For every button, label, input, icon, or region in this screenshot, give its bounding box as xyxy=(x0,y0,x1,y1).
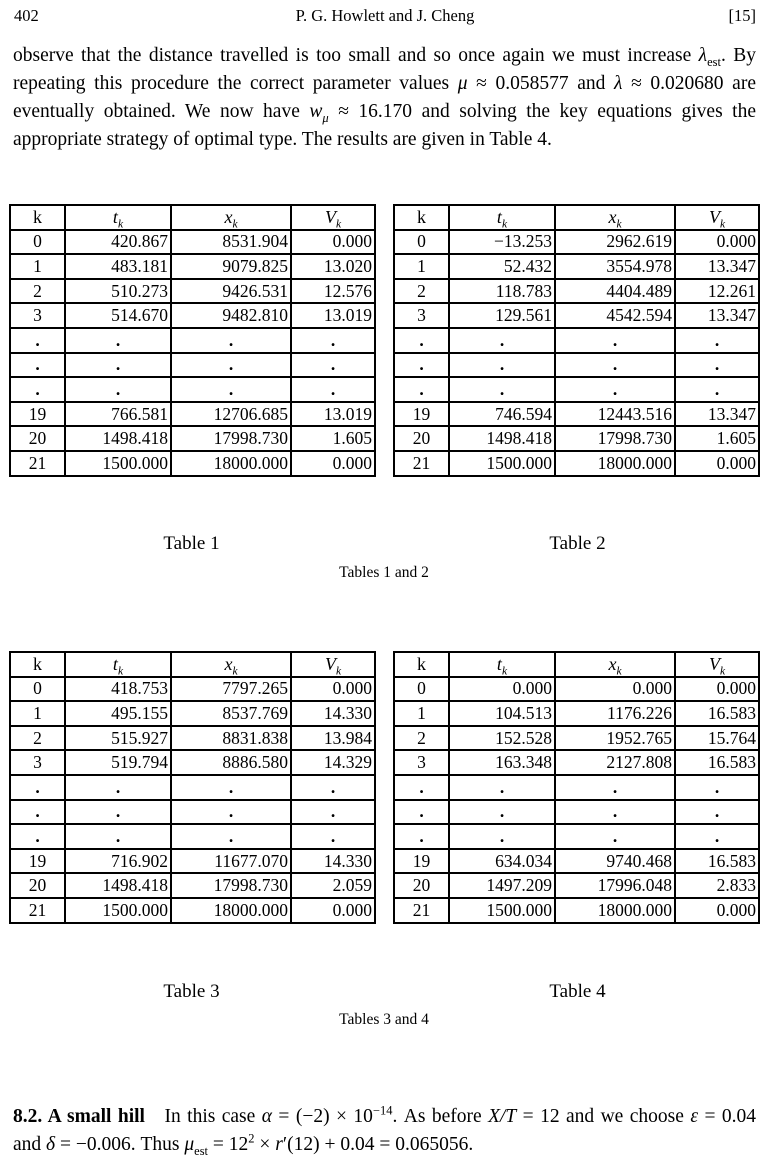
table-cell: . xyxy=(291,824,375,849)
table-row xyxy=(10,451,375,476)
column-header: $V_k$ xyxy=(291,652,375,677)
table-cell: 0.000 xyxy=(675,451,759,476)
table-header-row xyxy=(394,652,759,677)
table-cell: . xyxy=(675,328,759,353)
column-header: $t_k$ xyxy=(65,205,171,230)
table-cell: 2962.619 xyxy=(555,230,675,255)
table-cell: 418.753 xyxy=(65,677,171,702)
table-cell: 746.594 xyxy=(449,402,555,427)
column-header: $V_k$ xyxy=(675,205,759,230)
table-row xyxy=(394,800,759,825)
tables-row-top xyxy=(9,204,760,477)
table-cell: . xyxy=(10,775,65,800)
table-3-caption: Table 3 xyxy=(163,981,220,1002)
table-row xyxy=(10,701,375,726)
table-1-caption: Table 1 xyxy=(163,533,220,554)
column-header: k xyxy=(394,652,449,677)
table-cell: 1 xyxy=(10,701,65,726)
table-row xyxy=(10,377,375,402)
table-cell: . xyxy=(675,353,759,378)
table-row xyxy=(10,677,375,702)
table-row xyxy=(394,377,759,402)
column-header: $x_k$ xyxy=(171,652,291,677)
table-cell: . xyxy=(394,800,449,825)
reference-mark: [15] xyxy=(728,6,756,25)
table-cell: 21 xyxy=(394,898,449,923)
table-cell: 1498.418 xyxy=(65,873,171,898)
table-cell: . xyxy=(171,775,291,800)
table-cell: 515.927 xyxy=(65,726,171,751)
table-cell: 20 xyxy=(10,426,65,451)
table-cell: 0 xyxy=(394,230,449,255)
table-cell: . xyxy=(171,377,291,402)
table-cell: 19 xyxy=(394,849,449,874)
table-cell: 2 xyxy=(10,726,65,751)
table-cell: 17998.730 xyxy=(171,426,291,451)
table-header-row xyxy=(394,205,759,230)
table-cell: 2 xyxy=(394,726,449,751)
column-header: k xyxy=(10,205,65,230)
table-row xyxy=(10,849,375,874)
table-cell: 13.020 xyxy=(291,254,375,279)
table-cell: 12706.685 xyxy=(171,402,291,427)
table-cell: 0 xyxy=(10,677,65,702)
table-row xyxy=(394,701,759,726)
table-cell: 14.330 xyxy=(291,849,375,874)
table-cell: 495.155 xyxy=(65,701,171,726)
table-cell: 2127.808 xyxy=(555,750,675,775)
table-cell: . xyxy=(394,824,449,849)
table-cell: 13.984 xyxy=(291,726,375,751)
table-cell: 510.273 xyxy=(65,279,171,304)
table-cell: 1498.418 xyxy=(449,426,555,451)
table-cell: 4542.594 xyxy=(555,303,675,328)
table-header-row xyxy=(10,652,375,677)
table-cell: 1500.000 xyxy=(65,898,171,923)
table-cell: . xyxy=(555,800,675,825)
table-4-caption: Table 4 xyxy=(549,981,606,1002)
table-cell: 13.019 xyxy=(291,303,375,328)
table-cell: 16.583 xyxy=(675,849,759,874)
table-cell: 0 xyxy=(394,677,449,702)
table-cell: 12.576 xyxy=(291,279,375,304)
table-cell: 3 xyxy=(10,303,65,328)
table-1 xyxy=(9,204,376,477)
column-header: $x_k$ xyxy=(171,205,291,230)
table-cell: 13.347 xyxy=(675,303,759,328)
table-row xyxy=(10,230,375,255)
table-row xyxy=(394,230,759,255)
table-cell: . xyxy=(394,328,449,353)
table-row xyxy=(10,303,375,328)
table-cell: . xyxy=(555,824,675,849)
table-cell: 0.000 xyxy=(291,451,375,476)
table-cell: 9426.531 xyxy=(171,279,291,304)
table-cell: 7797.265 xyxy=(171,677,291,702)
table-cell: 9079.825 xyxy=(171,254,291,279)
table-cell: 1500.000 xyxy=(449,451,555,476)
table-cell: 1952.765 xyxy=(555,726,675,751)
column-header: $V_k$ xyxy=(291,205,375,230)
table-cell: 0.000 xyxy=(675,898,759,923)
table-header-row xyxy=(10,205,375,230)
table-cell: 20 xyxy=(10,873,65,898)
table-cell: 3 xyxy=(10,750,65,775)
table-cell: 8531.904 xyxy=(171,230,291,255)
table-cell: . xyxy=(394,353,449,378)
table-row xyxy=(10,353,375,378)
table-2-caption: Table 2 xyxy=(549,533,606,554)
table-cell: . xyxy=(291,800,375,825)
table-cell: 3554.978 xyxy=(555,254,675,279)
table-2 xyxy=(393,204,760,477)
table-cell: 163.348 xyxy=(449,750,555,775)
table-row xyxy=(10,750,375,775)
tables-row-bottom xyxy=(9,651,760,924)
table-row xyxy=(394,824,759,849)
captions-row-top xyxy=(9,533,760,555)
table-row xyxy=(394,353,759,378)
tables-1-2-group-caption: Tables 1 and 2 xyxy=(339,564,429,581)
table-cell: . xyxy=(65,775,171,800)
table-cell: 766.581 xyxy=(65,402,171,427)
table-cell: . xyxy=(449,775,555,800)
table-row xyxy=(394,775,759,800)
table-cell: 18000.000 xyxy=(171,451,291,476)
table-row xyxy=(394,254,759,279)
table-cell: 0.000 xyxy=(675,677,759,702)
table-cell: . xyxy=(10,328,65,353)
table-cell: 14.330 xyxy=(291,701,375,726)
table-cell: 17996.048 xyxy=(555,873,675,898)
table-cell: 3 xyxy=(394,750,449,775)
table-row xyxy=(10,426,375,451)
column-header: $x_k$ xyxy=(555,652,675,677)
table-cell: . xyxy=(171,800,291,825)
column-header: $V_k$ xyxy=(675,652,759,677)
column-header: $x_k$ xyxy=(555,205,675,230)
table-cell: 1 xyxy=(10,254,65,279)
table-cell: . xyxy=(449,824,555,849)
table-cell: 1500.000 xyxy=(449,898,555,923)
table-cell: 634.034 xyxy=(449,849,555,874)
table-cell: . xyxy=(449,328,555,353)
table-cell: . xyxy=(291,328,375,353)
table-cell: 716.902 xyxy=(65,849,171,874)
table-cell: 129.561 xyxy=(449,303,555,328)
table-cell: 8831.838 xyxy=(171,726,291,751)
table-row xyxy=(394,849,759,874)
table-cell: 17998.730 xyxy=(171,873,291,898)
table-cell: 11677.070 xyxy=(171,849,291,874)
table-cell: 104.513 xyxy=(449,701,555,726)
table-cell: 1.605 xyxy=(291,426,375,451)
table-cell: . xyxy=(675,377,759,402)
table-row xyxy=(10,775,375,800)
table-cell: . xyxy=(555,775,675,800)
table-row xyxy=(10,279,375,304)
table-cell: . xyxy=(675,800,759,825)
page-number: 402 xyxy=(14,6,39,25)
table-cell: . xyxy=(555,377,675,402)
table-cell: 19 xyxy=(10,849,65,874)
table-cell: 1497.209 xyxy=(449,873,555,898)
table-cell: 14.329 xyxy=(291,750,375,775)
table-cell: 2.833 xyxy=(675,873,759,898)
table-cell: . xyxy=(65,377,171,402)
table-cell: 1500.000 xyxy=(65,451,171,476)
table-cell: 483.181 xyxy=(65,254,171,279)
table-cell: 2 xyxy=(394,279,449,304)
table-cell: . xyxy=(555,328,675,353)
table-cell: 8886.580 xyxy=(171,750,291,775)
table-cell: 1 xyxy=(394,701,449,726)
table-row xyxy=(10,800,375,825)
table-cell: 0.000 xyxy=(555,677,675,702)
table-cell: 0.000 xyxy=(675,230,759,255)
table-cell: . xyxy=(291,775,375,800)
table-cell: 3 xyxy=(394,303,449,328)
table-cell: 0.000 xyxy=(449,677,555,702)
table-cell: 0 xyxy=(10,230,65,255)
table-cell: 15.764 xyxy=(675,726,759,751)
tables-3-4-group-caption: Tables 3 and 4 xyxy=(339,1011,429,1028)
table-cell: 12.261 xyxy=(675,279,759,304)
column-header: $t_k$ xyxy=(449,652,555,677)
table-row xyxy=(394,303,759,328)
table-cell: 2 xyxy=(10,279,65,304)
table-cell: 18000.000 xyxy=(171,898,291,923)
table-cell: 20 xyxy=(394,873,449,898)
table-cell: 2.059 xyxy=(291,873,375,898)
table-cell: 21 xyxy=(10,898,65,923)
table-cell: 18000.000 xyxy=(555,451,675,476)
table-cell: . xyxy=(10,353,65,378)
table-cell: . xyxy=(449,800,555,825)
column-header: $t_k$ xyxy=(65,652,171,677)
table-cell: . xyxy=(449,377,555,402)
table-row xyxy=(10,328,375,353)
table-cell: . xyxy=(65,328,171,353)
table-cell: 0.000 xyxy=(291,898,375,923)
table-cell: . xyxy=(171,353,291,378)
table-cell: 0.000 xyxy=(291,677,375,702)
table-cell: 9740.468 xyxy=(555,849,675,874)
table-cell: 52.432 xyxy=(449,254,555,279)
table-cell: 152.528 xyxy=(449,726,555,751)
table-cell: . xyxy=(555,353,675,378)
table-cell: 19 xyxy=(10,402,65,427)
table-cell: 1.605 xyxy=(675,426,759,451)
table-row xyxy=(394,279,759,304)
table-cell: 19 xyxy=(394,402,449,427)
table-row xyxy=(394,726,759,751)
table-cell: . xyxy=(171,824,291,849)
table-cell: 514.670 xyxy=(65,303,171,328)
table-cell: 12443.516 xyxy=(555,402,675,427)
table-cell: 17998.730 xyxy=(555,426,675,451)
table-cell: 8537.769 xyxy=(171,701,291,726)
table-row xyxy=(394,750,759,775)
table-row xyxy=(394,328,759,353)
table-cell: . xyxy=(675,824,759,849)
intro-paragraph: observe that the distance travelled is too small and so once again we must increase $\lambda_{est}$. By repeating this procedure the correct parameter values μ ≈ 0.058577 and λ ≈ 0.020680 are eventually obtained. We now have $w_\mu \approx 16.170$ and solving the key equations gives the appropriate strategy of optimal type. The results are given in Table 4. xyxy=(13,45,757,150)
table-row xyxy=(10,726,375,751)
table-cell: 18000.000 xyxy=(555,898,675,923)
table-cell: 4404.489 xyxy=(555,279,675,304)
table-cell: 1 xyxy=(394,254,449,279)
table-cell: . xyxy=(171,328,291,353)
table-cell: 519.794 xyxy=(65,750,171,775)
table-cell: 9482.810 xyxy=(171,303,291,328)
table-row xyxy=(394,426,759,451)
running-title: P. G. Howlett and J. Cheng xyxy=(295,6,475,25)
table-cell: 118.783 xyxy=(449,279,555,304)
table-cell: . xyxy=(449,353,555,378)
table-row xyxy=(394,677,759,702)
table-row xyxy=(10,254,375,279)
captions-row-bottom xyxy=(9,981,760,1003)
table-cell: . xyxy=(675,775,759,800)
table-cell: . xyxy=(10,377,65,402)
table-cell: . xyxy=(65,800,171,825)
table-cell: −13.253 xyxy=(449,230,555,255)
table-row xyxy=(394,873,759,898)
table-cell: . xyxy=(394,377,449,402)
table-cell: 16.583 xyxy=(675,701,759,726)
column-header: $t_k$ xyxy=(449,205,555,230)
table-cell: . xyxy=(65,824,171,849)
column-header: k xyxy=(394,205,449,230)
table-row xyxy=(10,898,375,923)
table-cell: 420.867 xyxy=(65,230,171,255)
table-row xyxy=(394,451,759,476)
table-cell: . xyxy=(10,800,65,825)
table-cell: 20 xyxy=(394,426,449,451)
table-cell: . xyxy=(10,824,65,849)
table-cell: 13.019 xyxy=(291,402,375,427)
table-cell: . xyxy=(291,377,375,402)
column-header: k xyxy=(10,652,65,677)
table-4 xyxy=(393,651,760,924)
table-cell: 13.347 xyxy=(675,254,759,279)
page-header xyxy=(14,6,756,26)
section-8-2-paragraph: 8.2. A small hill In this case $\alpha = (-2) \times 10^{-14}$. As before X/T = 12 and we choose ε = 0.04 and δ = −0.006. Thus $\mu_{est} = 12^2 \times r'(12) + 0.04 = 0.065056$. xyxy=(13,1103,757,1158)
table-row xyxy=(394,402,759,427)
table-cell: 16.583 xyxy=(675,750,759,775)
table-cell: 13.347 xyxy=(675,402,759,427)
table-row xyxy=(394,898,759,923)
table-row xyxy=(10,824,375,849)
table-cell: . xyxy=(394,775,449,800)
table-3 xyxy=(9,651,376,924)
table-cell: . xyxy=(291,353,375,378)
table-cell: 1498.418 xyxy=(65,426,171,451)
table-row xyxy=(10,873,375,898)
table-cell: 21 xyxy=(10,451,65,476)
table-cell: 0.000 xyxy=(291,230,375,255)
table-cell: 21 xyxy=(394,451,449,476)
table-cell: . xyxy=(65,353,171,378)
table-cell: 1176.226 xyxy=(555,701,675,726)
table-row xyxy=(10,402,375,427)
